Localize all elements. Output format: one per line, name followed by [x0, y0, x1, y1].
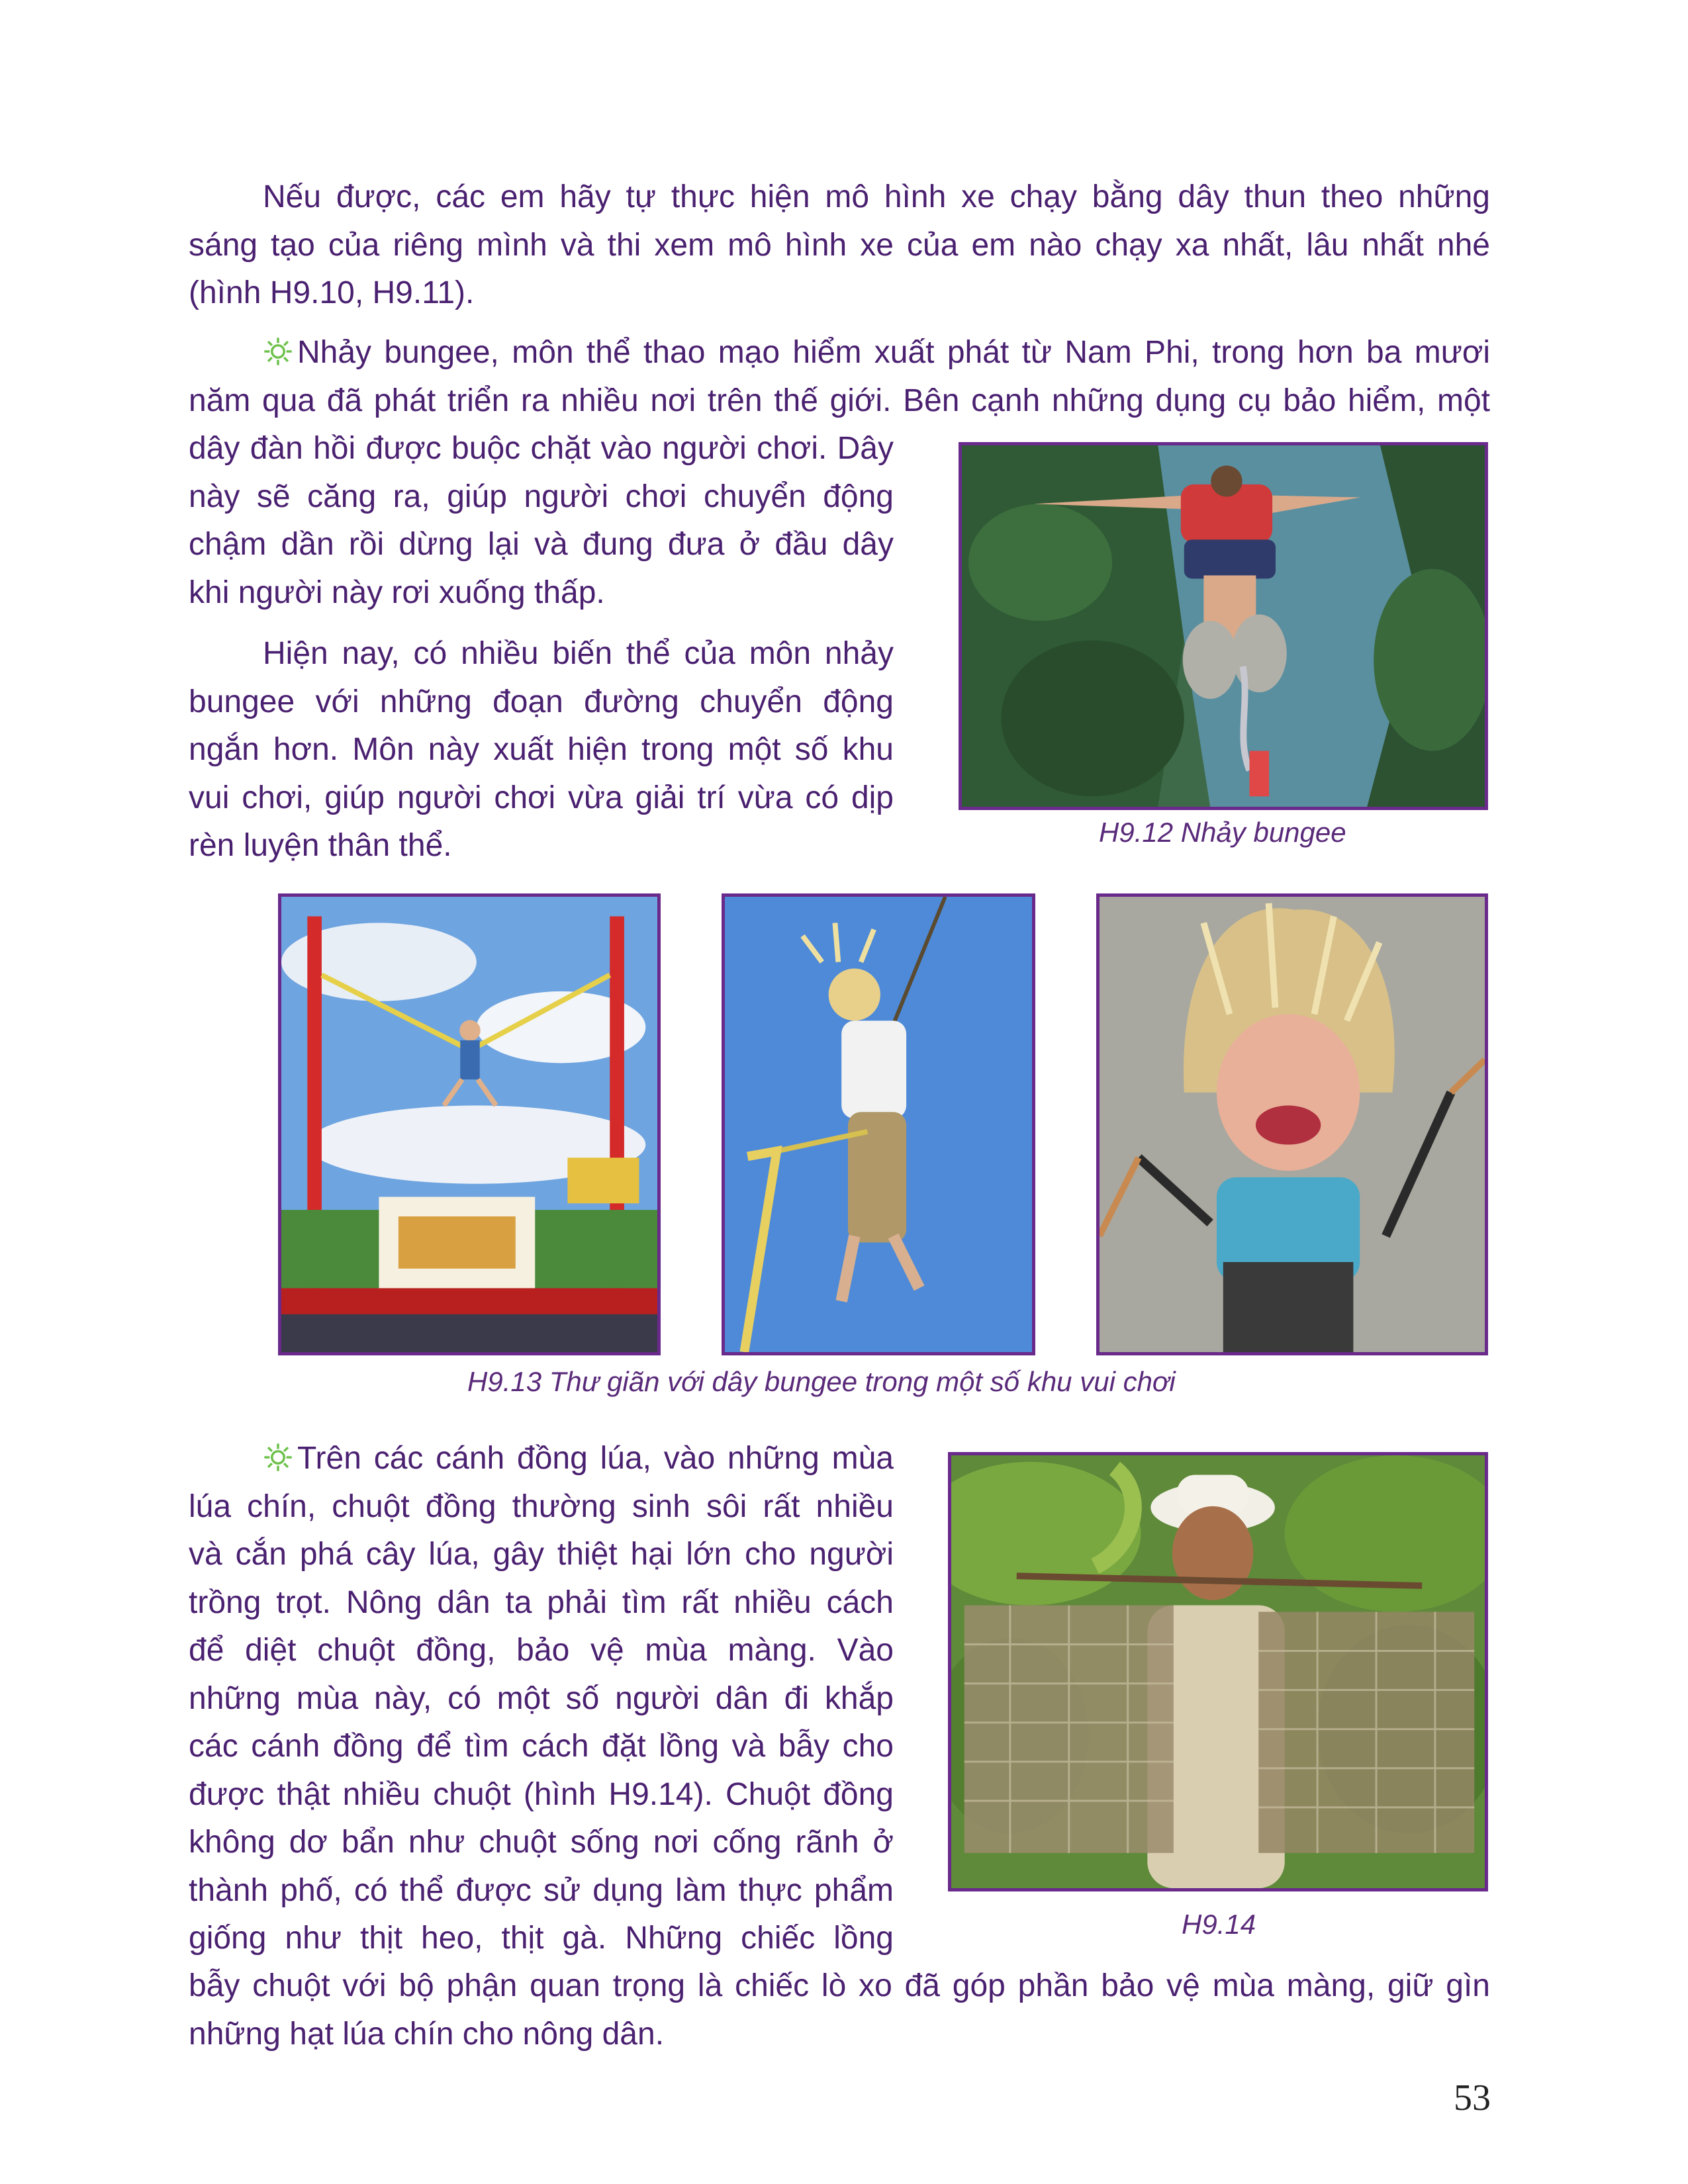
text-line: sáng tạo của riêng mình và thi xem mô hình xe của em nào chạy xa nhất, lâu nhất nhé — [189, 227, 1490, 263]
text-line: bẫy chuột với bộ phận quan trọng là chiếc lò xo đã góp phần bảo vệ mùa màng, giữ gìn — [189, 1968, 1490, 2003]
text-line: để diệt chuột đồng, bảo vệ mùa màng. Vào — [189, 1633, 894, 1668]
text-line: chậm dần rồi dừng lại và đung đưa ở đầu dây — [189, 527, 894, 562]
bungee-trampoline-photo — [278, 893, 661, 1355]
text-line: những hạt lúa chín cho nông dân. — [189, 2016, 665, 2052]
text-line: và cắn phá cây lúa, gây thiệt hại lớn cho người — [189, 1537, 894, 1572]
caption-h9-13: H9.13 Thư giãn với dây bungee trong một số khu vui chơi — [467, 1366, 1176, 1397]
text-line: không dơ bẩn như chuột sống nơi cống rãnh ở — [189, 1825, 894, 1860]
caption-h9-14: H9.14 — [1182, 1909, 1256, 1940]
bungee-paragraph — [189, 329, 1490, 425]
text-line: các cánh đồng để tìm cách đặt lồng và bẫy cho — [189, 1729, 894, 1764]
bungee-paragraph-wrap — [189, 425, 894, 617]
text-line — [189, 329, 1490, 377]
caption-h9-12: H9.12 Nhảy bungee — [1099, 817, 1346, 848]
text-line: lúa chín, chuột đồng thường sinh sôi rất nhiều — [189, 1488, 894, 1524]
intro-paragraph — [189, 173, 1490, 318]
rats-paragraph-full — [189, 1962, 1490, 2058]
bungee-girl-jump-photo — [722, 893, 1035, 1355]
text-line: dây đàn hồi được buộc chặt vào người chơi. Dây — [189, 431, 894, 466]
text-line: Hiện nay, có nhiều biến thể của môn nhảy — [263, 636, 894, 671]
text-line-content: Trên các cánh đồng lúa, vào những mùa — [297, 1441, 894, 1476]
text-line: năm qua đã phát triển ra nhiều nơi trên thế giới. Bên cạnh những dụng cụ bảo hiểm, một — [189, 383, 1490, 418]
text-line: thành phố, có thể được sử dụng làm thực phẩm — [189, 1872, 894, 1908]
variants-paragraph — [189, 630, 894, 870]
text-line: (hình H9.10, H9.11). — [189, 275, 475, 310]
text-line: giống như thịt heo, thịt gà. Những chiếc lồng — [189, 1921, 894, 1956]
bungee-jump-photo — [959, 442, 1488, 810]
text-line: những mùa này, có một số người dân đi khắp — [189, 1680, 894, 1716]
text-line: được thật nhiều chuột (hình H9.14). Chuột đồng — [189, 1776, 894, 1812]
text-line: này sẽ căng ra, giúp người chơi chuyển động — [189, 478, 894, 514]
text-line: rèn luyện thân thể. — [189, 828, 452, 863]
text-line: ngắn hơn. Môn này xuất hiện trong một số khu — [189, 732, 894, 767]
bungee-laughing-child-photo — [1096, 893, 1488, 1355]
page-number: 53 — [1454, 2077, 1491, 2118]
text-line: trồng trọt. Nông dân ta phải tìm rất nhiều cách — [189, 1584, 894, 1620]
text-line: bungee với những đoạn đường chuyển động — [189, 684, 894, 719]
text-line: khi người này rơi xuống thấp. — [189, 574, 605, 610]
sun-icon — [263, 1442, 293, 1473]
sun-icon — [263, 336, 293, 367]
text-line — [189, 1435, 894, 1483]
rats-paragraph — [189, 1435, 894, 1963]
text-line: vui chơi, giúp người chơi vừa giải trí vừa có dịp — [189, 780, 894, 815]
text-line: Nếu được, các em hãy tự thực hiện mô hình xe chạy bằng dây thun theo những — [263, 179, 1490, 214]
rat-trap-farmer-photo — [948, 1452, 1488, 1891]
text-line-content: Nhảy bungee, môn thể thao mạo hiểm xuất phát từ Nam Phi, trong hơn ba mươi — [297, 335, 1490, 370]
